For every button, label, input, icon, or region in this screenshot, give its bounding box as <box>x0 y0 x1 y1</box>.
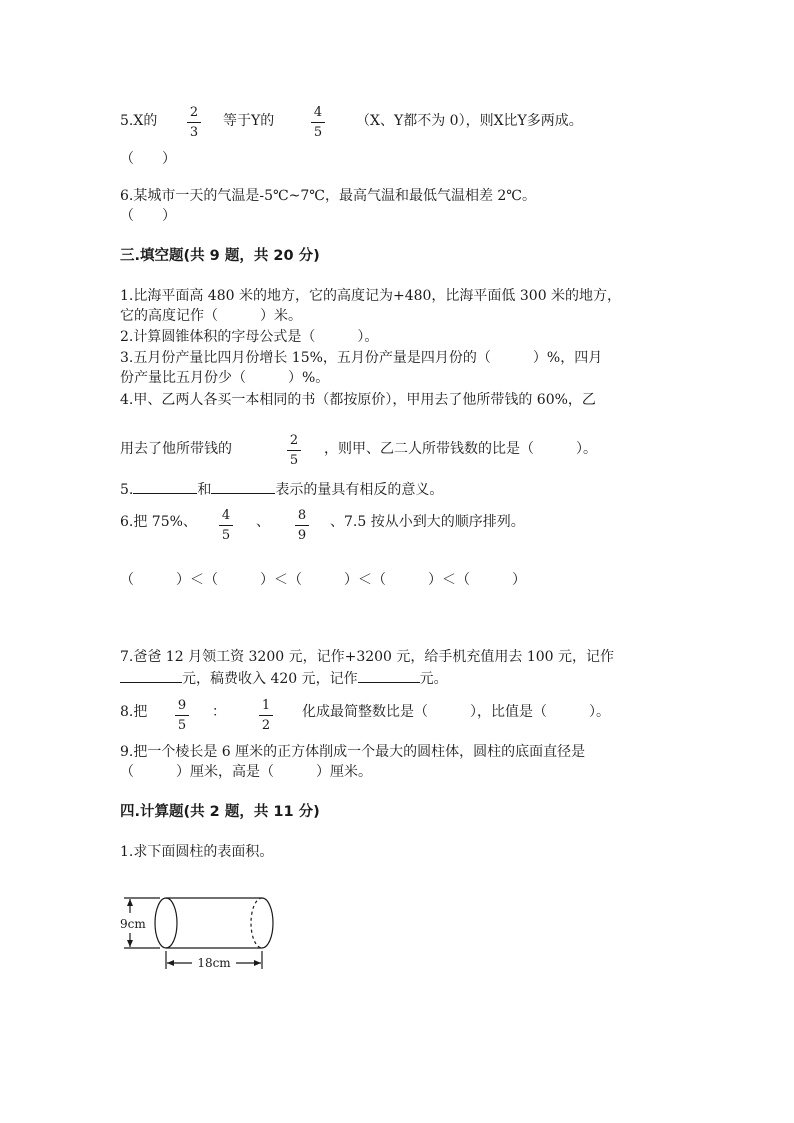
length-label: 18cm <box>197 956 231 970</box>
q3-5-prefix: 5. <box>120 482 134 498</box>
fraction-numerator: 4 <box>221 508 231 523</box>
q2-5-suffix: （X、Y都不为 0），则X比Y多两成。 <box>356 113 583 129</box>
q3-6-separator: 、 <box>256 514 270 530</box>
fraction-denominator: 2 <box>261 718 271 733</box>
arrow-left-icon <box>167 960 174 966</box>
fraction-numerator: 9 <box>177 698 187 713</box>
fraction-denominator: 5 <box>289 453 299 468</box>
fraction-bar <box>287 450 301 451</box>
q3-8-fraction-2 <box>258 698 274 733</box>
fraction-numerator: 1 <box>261 698 271 713</box>
q3-9-line-1: 9.把一个棱长是 6 厘米的正方体削成一个最大的圆柱体，圆柱的底面直径是 <box>120 744 586 760</box>
q2-5-answer[interactable]: （ ） <box>120 151 176 167</box>
q3-4-line-1: 4.甲、乙两人各买一本相同的书（都按原价），甲用去了他所带钱的 60%，乙 <box>120 392 596 408</box>
q4-1-text: 1.求下面圆柱的表面积。 <box>120 844 274 860</box>
q3-8-colon: ： <box>212 704 226 720</box>
q3-3-line-1: 3.五月份产量比四月份增长 15%，五月份产量是四月份的（ ）%，四月 <box>120 350 603 366</box>
q3-1-line-1: 1.比海平面高 480 米的地方，它的高度记为+480，比海平面低 300 米的地方， <box>120 288 622 304</box>
fraction-denominator: 5 <box>177 718 187 733</box>
fraction-bar <box>295 525 309 526</box>
q3-7-line-1: 7.爸爸 12 月领工资 3200 元，记作+3200 元，给手机充值用去 100 元，记作 <box>120 649 615 665</box>
q3-7-suffix: 元。 <box>419 671 448 687</box>
fraction-numerator: 8 <box>297 508 307 523</box>
q3-6-fraction-1 <box>218 508 234 543</box>
fraction-bar <box>219 525 233 526</box>
answer-blank-1[interactable] <box>133 479 197 494</box>
fraction-denominator: 9 <box>297 528 307 543</box>
q3-9-line-2: （ ）厘米，高是（ ）厘米。 <box>120 764 372 780</box>
q3-4-fraction <box>286 433 302 468</box>
q3-6-ordering[interactable]: （ ）＜（ ）＜（ ）＜（ ）＜（ ） <box>120 572 526 588</box>
q3-6-suffix: 、7.5 按从小到大的顺序排列。 <box>330 514 525 530</box>
q3-7-line-2 <box>120 668 448 689</box>
q3-4-line-2a: 用去了他所带钱的 <box>120 441 232 457</box>
fraction-numerator: 4 <box>313 105 323 120</box>
fraction-numerator: 2 <box>289 433 299 448</box>
cylinder-left-face <box>155 898 177 948</box>
cylinder-figure <box>110 885 290 980</box>
fraction-denominator: 3 <box>189 125 199 140</box>
q3-2-text: 2.计算圆锥体积的字母公式是（ ）。 <box>120 329 379 345</box>
answer-blank-2[interactable] <box>358 668 420 683</box>
q3-8-fraction-1 <box>174 698 190 733</box>
answer-blank-2[interactable] <box>211 479 275 494</box>
q2-5-middle: 等于Y的 <box>223 113 275 129</box>
q3-5-middle: 和 <box>197 482 212 498</box>
height-label: 9cm <box>120 917 146 931</box>
arrow-down-icon <box>127 940 133 947</box>
q3-5-suffix: 表示的量具有相反的意义。 <box>275 482 444 498</box>
fraction-bar <box>311 122 325 123</box>
q2-5-fraction-1 <box>186 105 202 140</box>
q2-6-text: 6.某城市一天的气温是-5℃~7℃，最高气温和最低气温相差 2℃。 <box>120 188 536 204</box>
fraction-numerator: 2 <box>189 105 199 120</box>
arrow-up-icon <box>127 899 133 906</box>
arrow-right-icon <box>254 960 261 966</box>
q3-7-middle: 元，稿费收入 420 元，记作 <box>182 671 358 687</box>
answer-blank-1[interactable] <box>120 668 182 683</box>
q3-8-prefix: 8.把 <box>120 704 148 720</box>
section-4-heading: 四.计算题(共 2 题，共 11 分) <box>120 804 320 820</box>
cylinder-right-hidden-arc <box>251 898 262 948</box>
fraction-bar <box>175 715 189 716</box>
q3-4-line-2b: ，则甲、乙二人所带钱数的比是（ ）。 <box>324 441 597 457</box>
fraction-bar <box>187 122 201 123</box>
q3-3-line-2: 份产量比五月份少（ ）%。 <box>120 370 330 386</box>
q3-1-line-2: 它的高度记作（ ）米。 <box>120 308 302 324</box>
q2-6-answer[interactable]: （ ） <box>120 208 176 224</box>
q2-5-prefix: 5.X的 <box>120 113 158 129</box>
section-3-heading: 三.填空题(共 9 题，共 20 分) <box>120 248 320 264</box>
q3-5-line <box>120 479 443 500</box>
cylinder-right-visible-arc <box>262 898 273 948</box>
q2-5-fraction-2 <box>310 105 326 140</box>
q3-6-fraction-2 <box>294 508 310 543</box>
fraction-denominator: 5 <box>221 528 231 543</box>
fraction-bar <box>259 715 273 716</box>
fraction-denominator: 5 <box>313 125 323 140</box>
q3-6-prefix: 6.把 75%、 <box>120 514 197 530</box>
q3-8-suffix: 化成最简整数比是（ ），比值是（ ）。 <box>302 704 610 720</box>
